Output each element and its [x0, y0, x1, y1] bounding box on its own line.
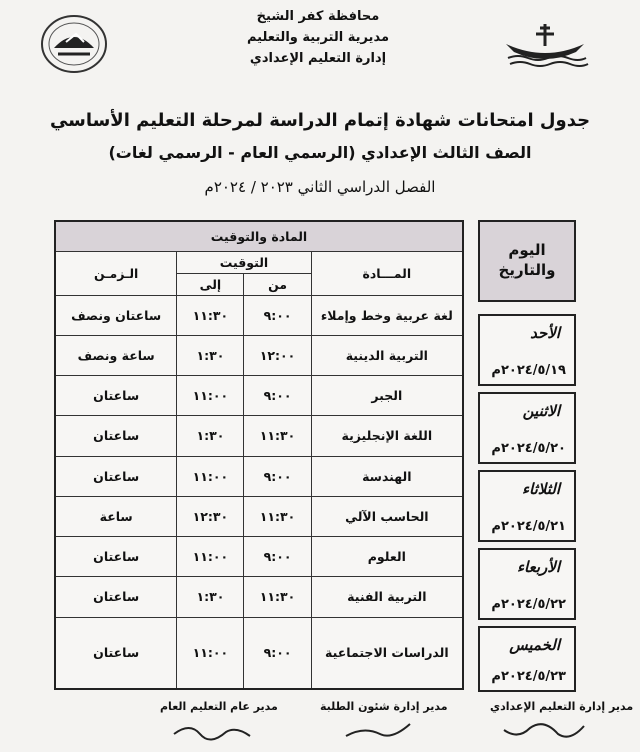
day-cell-thursday	[478, 626, 576, 692]
subject-cell: الجبر	[311, 376, 463, 416]
day-date-header	[478, 220, 576, 302]
duration-header: الـزمـن	[55, 251, 177, 295]
table-row	[55, 376, 463, 416]
exam-schedule-title: جدول امتحانات شهادة إتمام الدراسة لمرحلة التعليم الأساسي	[49, 110, 591, 131]
subject-cell: العلوم	[311, 537, 463, 577]
to-cell: ١١:٠٠	[177, 456, 244, 496]
duration-cell: ساعة ونصف	[55, 335, 177, 375]
table-row	[55, 617, 463, 689]
day-date: ٢٠٢٤/٥/٢١م	[491, 519, 566, 534]
day-header-label: اليوم	[508, 241, 546, 259]
to-cell: ١:٣٠	[177, 335, 244, 375]
from-cell: ١١:٣٠	[244, 496, 311, 536]
to-cell: ١١:٠٠	[177, 376, 244, 416]
to-header: إلى	[177, 273, 244, 295]
duration-cell: ساعتان	[55, 416, 177, 456]
day-date: ٢٠٢٤/٥/٢٠م	[491, 441, 566, 456]
day-cell-wednesday	[478, 548, 576, 620]
from-cell: ١٢:٠٠	[244, 335, 311, 375]
from-cell: ٩:٠٠	[244, 376, 311, 416]
to-cell: ١١:٠٠	[177, 617, 244, 689]
to-cell: ١١:٠٠	[177, 537, 244, 577]
grade-subtitle: الصف الثالث الإعدادي (الرسمي العام - الرسمي لغات)	[108, 143, 532, 162]
from-cell: ١١:٣٠	[244, 577, 311, 617]
agency-line-directorate: مديرية التربية والتعليم	[246, 30, 390, 45]
from-cell: ١١:٣٠	[244, 416, 311, 456]
duration-cell: ساعتان	[55, 456, 177, 496]
table-row	[55, 577, 463, 617]
subject-cell: التربية الفنية	[311, 577, 463, 617]
agency-header	[218, 6, 418, 69]
day-cell-sunday	[478, 314, 576, 386]
duration-cell: ساعتان	[55, 577, 177, 617]
group-header: المادة والتوقيت	[55, 221, 463, 251]
date-header-label: والتاريخ	[498, 261, 556, 279]
to-cell: ١٢:٣٠	[177, 496, 244, 536]
duration-cell: ساعتان	[55, 537, 177, 577]
student-affairs-signature-label: مدير إدارة شئون الطلبة	[320, 700, 448, 713]
day-name: الخميس	[509, 636, 560, 654]
subject-cell: التربية الدينية	[311, 335, 463, 375]
from-cell: ٩:٠٠	[244, 456, 311, 496]
handwritten-signature-1	[170, 716, 260, 744]
day-name: الثلاثاء	[521, 480, 560, 498]
subject-cell: لغة عربية وخط وإملاء	[311, 295, 463, 335]
subject-cell: الحاسب الآلي	[311, 496, 463, 536]
timing-header: التوقيت	[177, 251, 311, 273]
day-name: الأحد	[530, 324, 560, 342]
table-row	[55, 295, 463, 335]
from-cell: ٩:٠٠	[244, 617, 311, 689]
subject-cell: الدراسات الاجتماعية	[311, 617, 463, 689]
to-cell: ١١:٣٠	[177, 295, 244, 335]
day-cell-tuesday	[478, 470, 576, 542]
handwritten-signature-2	[340, 716, 420, 744]
duration-cell: ساعة	[55, 496, 177, 536]
general-director-signature-label: مدير عام التعليم العام	[160, 700, 278, 713]
table-row	[55, 416, 463, 456]
day-name: الأربعاء	[516, 558, 560, 576]
semester-subtitle: الفصل الدراسي الثاني ٢٠٢٣ / ٢٠٢٤م	[204, 178, 436, 196]
governorate-emblem-logo	[40, 14, 108, 74]
day-cell-monday	[478, 392, 576, 464]
subject-header: المـــادة	[311, 251, 463, 295]
from-header: من	[244, 273, 311, 295]
ministry-boat-logo	[500, 18, 590, 68]
handwritten-signature-3	[500, 716, 590, 744]
day-name: الاثنين	[522, 402, 560, 420]
agency-line-governorate: محافظة كفر الشيخ	[256, 9, 380, 24]
subject-cell: الهندسة	[311, 456, 463, 496]
agency-line-administration: إدارة التعليم الإعدادي	[249, 51, 387, 66]
to-cell: ١:٣٠	[177, 577, 244, 617]
from-cell: ٩:٠٠	[244, 537, 311, 577]
table-row	[55, 537, 463, 577]
day-date: ٢٠٢٤/٥/٢٢م	[491, 597, 566, 612]
to-cell: ١:٣٠	[177, 416, 244, 456]
day-date: ٢٠٢٤/٥/٢٣م	[491, 669, 566, 684]
table-row	[55, 496, 463, 536]
prep-director-signature-label: مدير إدارة التعليم الإعدادي	[490, 700, 634, 713]
duration-cell: ساعتان ونصف	[55, 295, 177, 335]
schedule-table	[54, 220, 464, 690]
duration-cell: ساعتان	[55, 376, 177, 416]
subject-cell: اللغة الإنجليزية	[311, 416, 463, 456]
table-row	[55, 335, 463, 375]
table-row	[55, 456, 463, 496]
from-cell: ٩:٠٠	[244, 295, 311, 335]
day-date: ٢٠٢٤/٥/١٩م	[491, 363, 566, 378]
duration-cell: ساعتان	[55, 617, 177, 689]
